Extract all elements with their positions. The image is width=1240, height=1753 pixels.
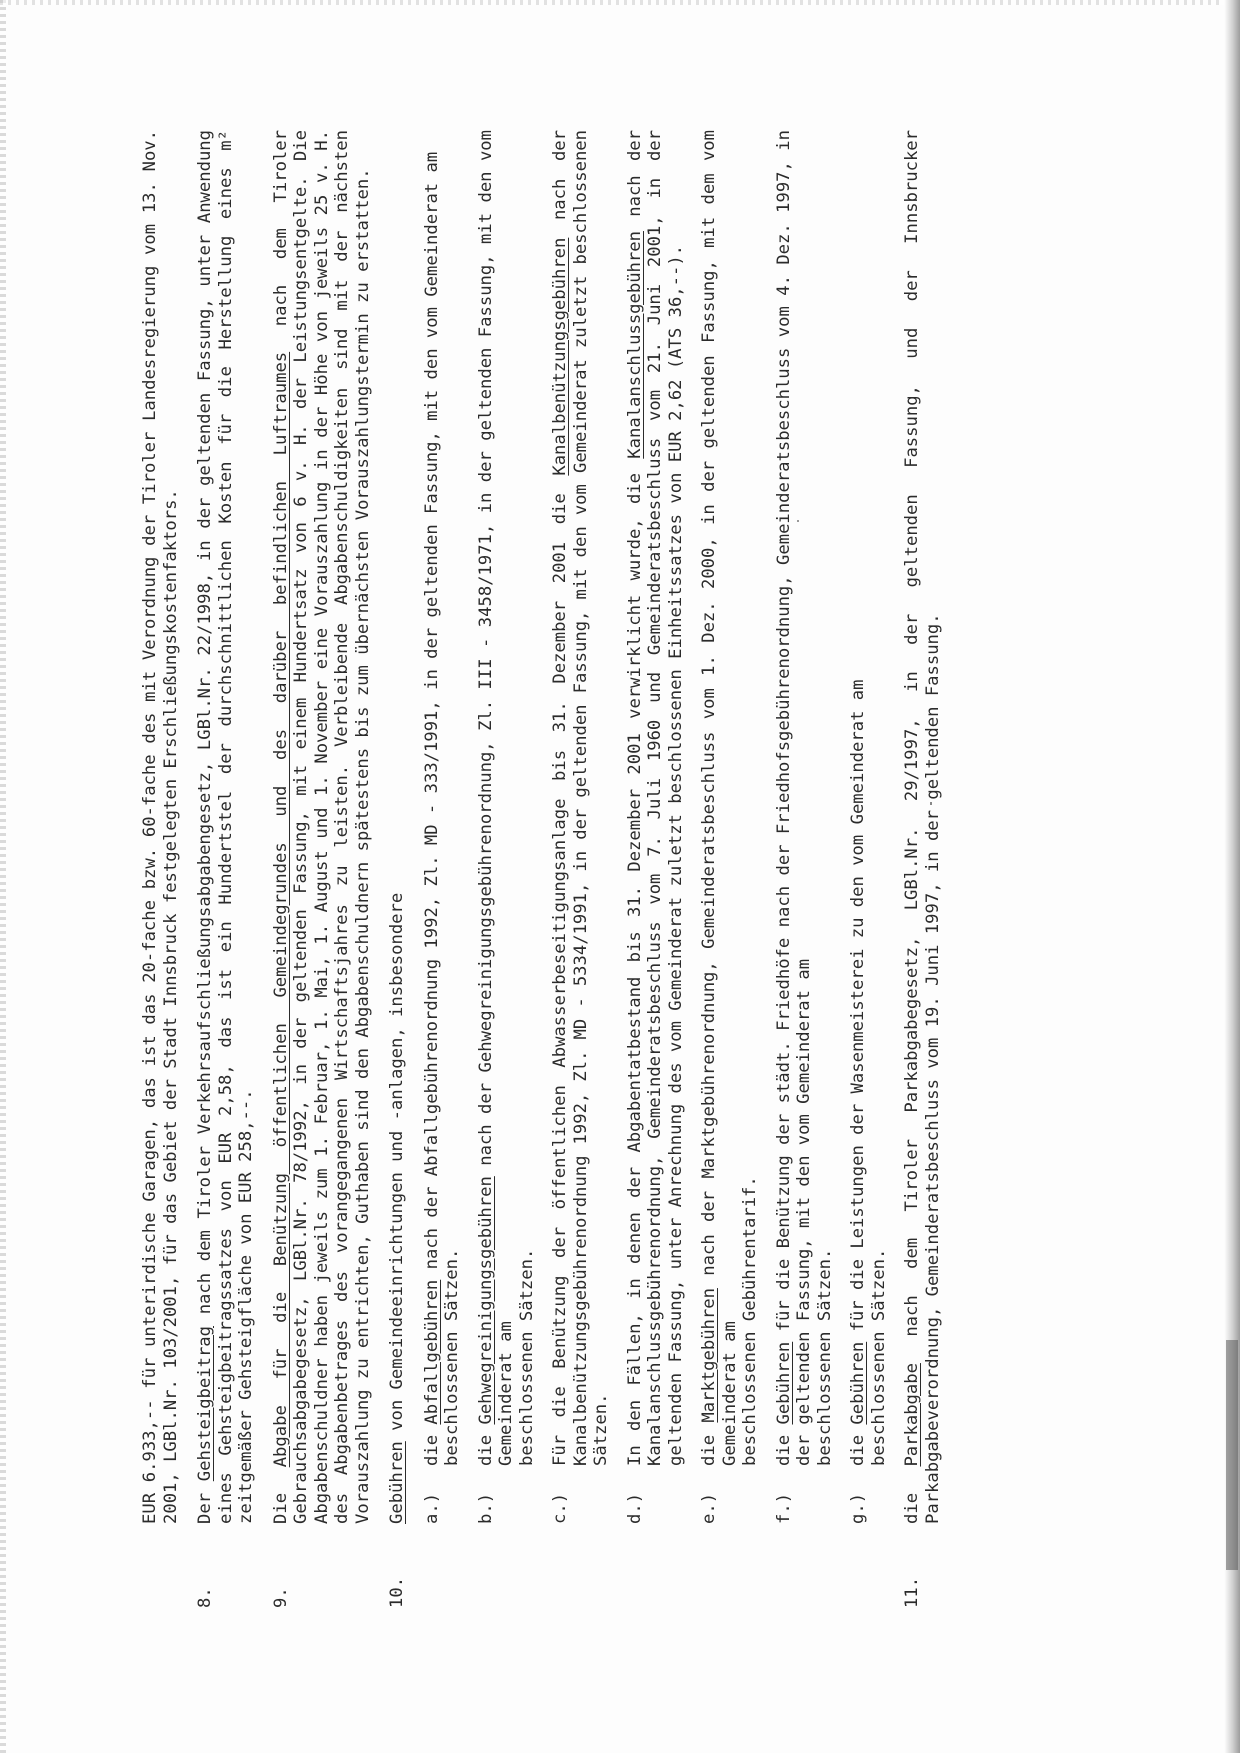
subitem: a.) die Abfallgebühren nach der Abfallgebührenordnung 1992, Zl. MD - 333/1991, in der geltenden Fassung, mit den vom Gemeinderat am beschlossenen Sätzen. bbox=[422, 130, 463, 1600]
subitem-tail: beschlossenen Sätzen. bbox=[516, 1248, 537, 1466]
subitem-tail: beschlossenen Sätzen. bbox=[814, 1248, 835, 1466]
underlined-term: Kanalbenützungsgebühren bbox=[550, 237, 570, 476]
item-8: 8. Der Gehsteigbeitrag nach dem Tiroler Verkehrsaufschließungsabgabengesetz, LGBl.Nr. 22/1998, in der geltenden Fassung, unter Anwendung eines Gehsteigbeitragssatzes von EUR 2,58, das ist ein Hundertstel der durchschnittlichen Kosten für die Herstellung eines m² zeitgemäßer Gehsteigfläche von EUR 258,--. bbox=[195, 130, 256, 1608]
subitem-label: f.) bbox=[773, 1492, 794, 1524]
right-page-shadow bbox=[1224, 0, 1240, 1753]
left-scan-edge bbox=[0, 0, 6, 1753]
subitem: b.) die Gehwegreinigungsgebühren nach der Gehwegreinigungsgebührenordnung, Zl. III - 3458/1971, in der geltenden Fassung, mit den vom Gemeinderat am beschlossenen Sätzen. bbox=[475, 130, 537, 1524]
subitem-label: b.) bbox=[475, 1492, 496, 1524]
item-11: 11. die Parkabgabe nach dem Tiroler Parkabgabegesetz, LGBl.Nr. 29/1997, in der geltenden Fassung, und der Innsbrucker Parkabgabeverordnung, Gemeinderatsbeschluss vom 19. Juni 1997, in der geltenden Fassung. bbox=[902, 130, 943, 1608]
subitem-label: c.) bbox=[550, 1492, 570, 1524]
intro-paragraph: EUR 6.933,-- für unterirdische Garagen, das ist das 20-fache bzw. 60-fache des mit Verordnung der Tiroler Landesregierung vom 13. Nov. 2001, LGBl.Nr. 103/2001, für das Gebiet der Stadt Innsbruck festgelegten Erschließungskostenfaktors. bbox=[140, 130, 181, 1524]
item-9: 9. Die Abgabe für die Benützung öffentlichen Gemeindegrundes und des darüber befindlichen Luftraumes nach dem Tiroler Gebrauchsabgabegesetz, LGBl.Nr. 78/1992, in der geltenden Fassung, mit einem Hundertsatz von 6 v. H. der Leistungsentgelte. Die Abgabenschuldner haben jeweils zum 1. Februar, 1. Mai, 1. August und 1. November eine Vorauszahlung in der Höhe von jeweils 25 v. H. des Abgabenbetrages des vorangegangenen Wirtschaftsjahres zu leisten. Verbleibende Abgabenschuldigkeiten sind mit der nächsten Vorauszahlung zu entrichten, Guthaben sind den Abgabenschuldnern spätestens bis zum übernächsten Vorauszahlungstermin zu erstatten. bbox=[270, 130, 373, 1608]
underlined-term: Gebühren bbox=[773, 1341, 794, 1425]
rotated-document-text bbox=[140, 130, 1060, 1608]
subitem-label: e.) bbox=[699, 1492, 719, 1524]
subitem: c.) Für die Benützung der öffentlichen Abwasserbeseitigungsanlage bis 31. Dezember 2001 die Kanalbenützungsgebühren nach der Kanalbenützungsgebührenordnung 1992, Zl. MD - 5334/1991, in der geltenden Fassung, mit den vom Gemeinderat zuletzt beschlossenen Sätzen. bbox=[550, 130, 611, 1524]
subitem: d.) In den Fällen, in denen der Abgabentatbestand bis 31. Dezember 2001 verwirklicht wurde, die Kanalanschlussgebühren nach der Kanalanschlussgebührenordnung, Gemeinderatsbeschluss vom 7. Juli 1960 und Gemeinderatsbeschluss vom 21. Juni 2001, in der geltenden Fassung, unter Anrechnung des vom Gemeinderat zuletzt beschlossenen Einheitssatzes von EUR 2,62 (ATS 36,--). bbox=[624, 130, 686, 1524]
subitem-label: a.) bbox=[421, 1492, 442, 1524]
subitem: g.) die Gebühren für die Leistungen der Wasenmeisterei zu den vom Gemeinderat am beschlossenen Sätzen. bbox=[848, 130, 889, 1600]
subitem-tail: beschlossenen Sätzen. bbox=[442, 1248, 462, 1466]
item-number: 9. bbox=[270, 1587, 291, 1608]
underlined-term: Gebühren bbox=[387, 1441, 407, 1524]
subitem-label: d.) bbox=[624, 1492, 645, 1524]
subitem: e.) die Marktgebühren nach der Marktgebührenordnung, Gemeinderatsbeschluss vom 1. Dez. 2000, in der geltenden Fassung, mit dem vom Gemeinderat am beschlossenen Gebührentarif. bbox=[699, 130, 760, 1524]
subitem-tail: beschlossenen Gebührentarif. bbox=[740, 1176, 760, 1466]
subitem-label: g.) bbox=[848, 1492, 868, 1524]
underlined-term: Parkabgabe bbox=[902, 1363, 922, 1467]
item-number: 11. bbox=[902, 1576, 922, 1608]
item-10: 10. Gebühren von Gemeindeeinrichtungen und -anlagen, insbesondere bbox=[387, 892, 407, 1608]
underlined-term: Marktgebühren bbox=[699, 1288, 719, 1423]
item-number: 8. bbox=[195, 1587, 215, 1608]
underlined-term: Gehsteigbeitrag bbox=[195, 1326, 215, 1482]
item-10-subitems bbox=[422, 130, 890, 1600]
underlined-term: Kanalanschlussgebühren bbox=[624, 231, 645, 459]
underlined-term: Abgabe für die Benützung öffentlichen Gemeindegrundes und des darüber befindlichen Luftraumes bbox=[270, 351, 291, 1468]
subitem-tail: beschlossenen Sätzen. bbox=[868, 1248, 889, 1466]
subitem: f.) die Gebühren für die Benützung der städt. Friedhöfe nach der Friedhofsgebührenordnung, Gemeinderatsbeschluss vom 4. Dez. 1997, in der geltenden Fassung, mit den vom Gemeinderat am beschlossenen Sätzen. bbox=[773, 130, 835, 1524]
underlined-term: Abfallgebühren bbox=[421, 1279, 442, 1425]
underlined-term: Gehwegreinigungsgebühren bbox=[475, 1176, 496, 1425]
top-scan-edge bbox=[0, 0, 1240, 5]
item-number: 10. bbox=[387, 1576, 407, 1608]
underlined-term: Gebühren bbox=[848, 1341, 868, 1425]
